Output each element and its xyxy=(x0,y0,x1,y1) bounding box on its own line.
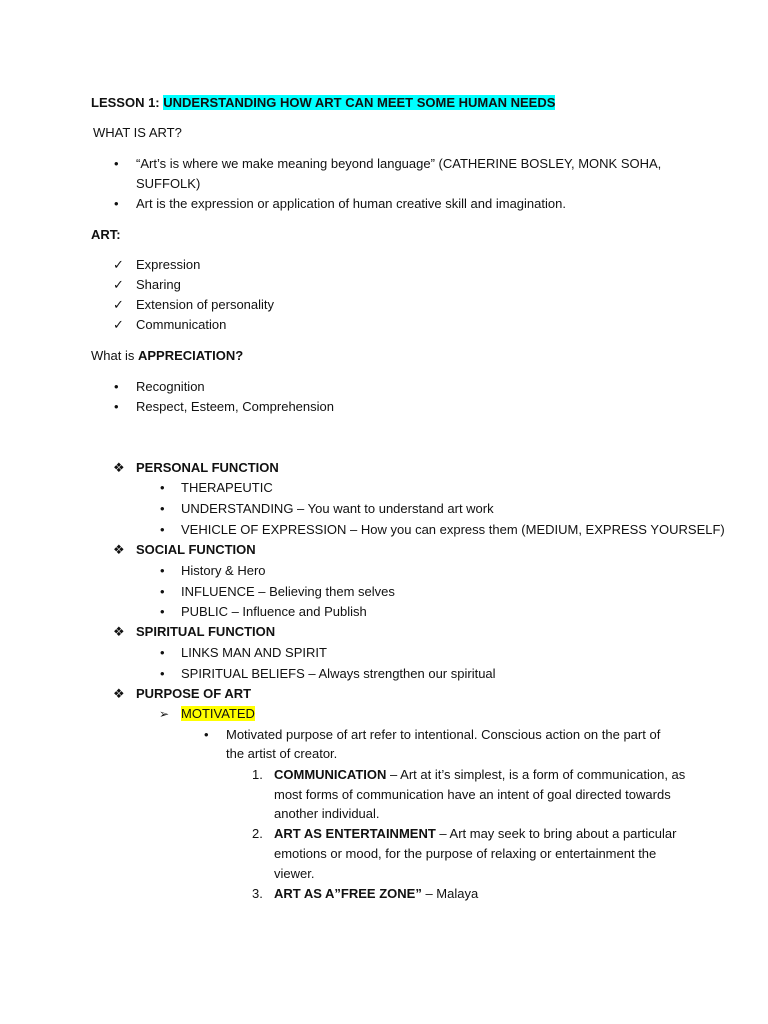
appreciation-heading xyxy=(91,348,243,364)
lesson-prefix: LESSON 1: xyxy=(91,95,164,110)
function-item: PUBLIC – Influence and Publish xyxy=(181,604,367,619)
bullet-icon: • xyxy=(160,563,165,578)
bullet-icon: • xyxy=(160,501,165,516)
list-number: 1. xyxy=(252,767,263,782)
numbered-item-title: ART AS ENTERTAINMENT xyxy=(274,826,436,841)
numbered-item-title: ART AS A”FREE ZONE” xyxy=(274,886,422,901)
art-check-item: Expression xyxy=(136,257,201,272)
bullet-icon: • xyxy=(160,584,165,599)
function-item: VEHICLE OF EXPRESSION – How you can express them (MEDIUM, EXPRESS YOURSELF) xyxy=(181,522,725,537)
bullet-icon: • xyxy=(160,522,165,537)
function-item: LINKS MAN AND SPIRIT xyxy=(181,645,327,660)
numbered-item-line2: most forms of communication have an intent of goal directed towards xyxy=(274,787,671,802)
motivated-label xyxy=(181,706,255,722)
bullet-icon: • xyxy=(114,399,119,414)
bullet-icon: • xyxy=(160,604,165,619)
art-check-item: Communication xyxy=(136,317,227,332)
motivated-desc-line2: the artist of creator. xyxy=(226,746,338,761)
art-quote-line2: SUFFOLK) xyxy=(136,176,201,191)
appreciation-prefix: What is xyxy=(91,348,138,363)
lesson-title-text: UNDERSTANDING HOW ART CAN MEET SOME HUMAN NEEDS xyxy=(163,95,556,110)
bullet-icon: • xyxy=(160,480,165,495)
function-item: SPIRITUAL BELIEFS – Always strengthen our spiritual xyxy=(181,666,496,681)
numbered-item-text: – Art may seek to bring about a particular xyxy=(435,826,677,841)
function-title: PURPOSE OF ART xyxy=(136,686,252,701)
function-title: PERSONAL FUNCTION xyxy=(136,460,279,475)
numbered-item-line3: another individual. xyxy=(274,806,380,821)
art-heading: ART: xyxy=(91,227,121,242)
numbered-item-line1 xyxy=(274,826,676,842)
diamond-bullet-icon: ❖ xyxy=(113,624,125,639)
appreciation-item: Respect, Esteem, Comprehension xyxy=(136,399,334,414)
list-number: 2. xyxy=(252,826,263,841)
arrow-bullet-icon: ➢ xyxy=(159,707,170,721)
art-check-item: Extension of personality xyxy=(136,297,275,312)
what-is-art-heading: WHAT IS ART? xyxy=(93,125,182,140)
numbered-item-line1 xyxy=(274,886,478,902)
function-item: THERAPEUTIC xyxy=(181,480,273,495)
function-title: SPIRITUAL FUNCTION xyxy=(136,624,276,639)
checkmark-icon: ✓ xyxy=(113,317,124,332)
appreciation-item: Recognition xyxy=(136,379,205,394)
bullet-icon: • xyxy=(114,379,119,394)
numbered-item-text: – Malaya xyxy=(421,886,479,901)
numbered-item-title: COMMUNICATION xyxy=(274,767,387,782)
function-title: SOCIAL FUNCTION xyxy=(136,542,256,557)
function-item: UNDERSTANDING – You want to understand art work xyxy=(181,501,494,516)
checkmark-icon: ✓ xyxy=(113,277,124,292)
diamond-bullet-icon: ❖ xyxy=(113,542,125,557)
checkmark-icon: ✓ xyxy=(113,257,124,272)
diamond-bullet-icon: ❖ xyxy=(113,460,125,475)
bullet-icon: • xyxy=(114,196,119,211)
bullet-icon: • xyxy=(114,156,119,171)
numbered-item-line1 xyxy=(274,767,685,783)
art-definition: Art is the expression or application of human creative skill and imagination. xyxy=(136,196,566,211)
appreciation-title: APPRECIATION? xyxy=(137,348,244,363)
function-item: History & Hero xyxy=(181,563,266,578)
motivated-desc-line1: Motivated purpose of art refer to intentional. Conscious action on the part of xyxy=(226,727,661,742)
art-quote-line1: “Art’s is where we make meaning beyond language” (CATHERINE BOSLEY, MONK SOHA, xyxy=(136,156,662,171)
list-number: 3. xyxy=(252,886,263,901)
art-check-item: Sharing xyxy=(136,277,181,292)
diamond-bullet-icon: ❖ xyxy=(113,686,125,701)
numbered-item-line2: emotions or mood, for the purpose of relaxing or entertainment the xyxy=(274,846,657,861)
lesson-title xyxy=(91,95,555,111)
motivated-label-text: MOTIVATED xyxy=(181,706,255,721)
bullet-icon: • xyxy=(160,645,165,660)
checkmark-icon: ✓ xyxy=(113,297,124,312)
numbered-item-line3: viewer. xyxy=(274,866,315,881)
bullet-icon: • xyxy=(160,666,165,681)
function-item: INFLUENCE – Believing them selves xyxy=(181,584,395,599)
bullet-icon: • xyxy=(204,727,209,742)
numbered-item-text: – Art at it’s simplest, is a form of communication, as xyxy=(386,767,686,782)
